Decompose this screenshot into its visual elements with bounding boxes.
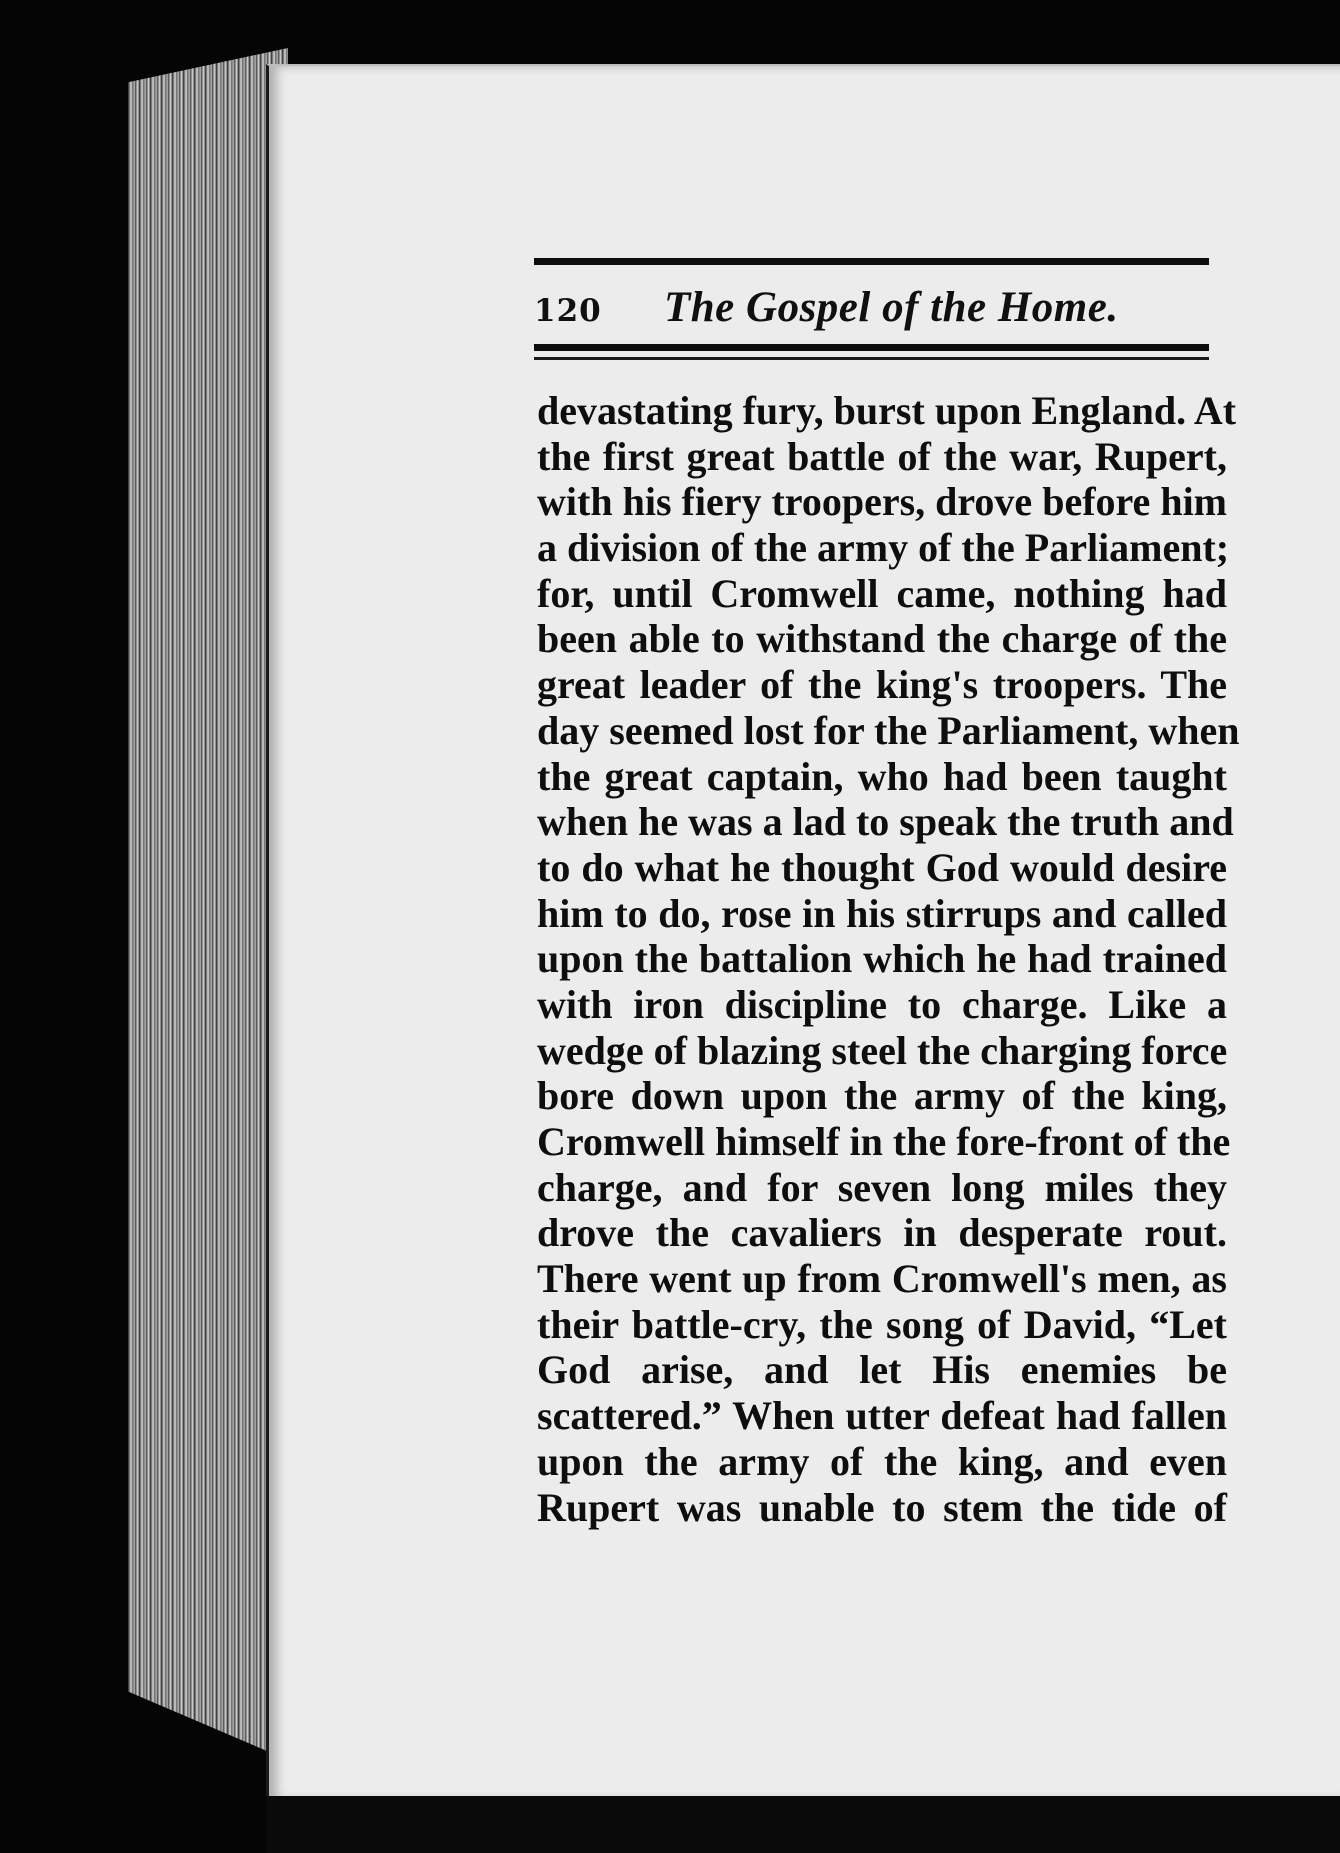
scan-bottom-shadow [266,1796,1340,1853]
text-line: the great captain, who had been taught [537,753,1227,799]
text-line: a division of the army of the Parliament; [537,525,1230,571]
text-line: scattered.” When utter defeat had fallen [537,1393,1227,1439]
text-line: when he was a lad to speak the truth and [537,799,1234,845]
text-line: day seemed lost for the Parliament, when [537,707,1240,753]
header-rule-bottom [534,344,1209,351]
text-line: their battle-cry, the song of David, “Let [537,1301,1227,1347]
text-line: for, until Cromwell came, nothing had [537,570,1227,616]
body-text [537,388,1240,1530]
book-page-edges [128,48,288,1760]
text-line: with iron discipline to charge. Like a [537,981,1227,1027]
text-line: the first great battle of the war, Rupert, [537,433,1227,479]
text-line: bore down upon the army of the king, [537,1073,1227,1119]
text-line: God arise, and let His enemies be [537,1347,1227,1393]
text-line: drove the cavaliers in desperate rout. [537,1210,1227,1256]
header-rule-thin [534,357,1209,360]
header-rule-top [534,258,1209,265]
text-line: with his fiery troopers, drove before him [537,479,1227,525]
text-line: upon the battalion which he had trained [537,936,1227,982]
text-line: Rupert was unable to stem the tide of [537,1484,1227,1530]
text-line: him to do, rose in his stirrups and called [537,890,1227,936]
text-line: great leader of the king's troopers. The [537,662,1227,708]
running-header [534,283,1209,343]
text-line: devastating fury, burst upon England. At [537,388,1237,433]
text-line: upon the army of the king, and even [537,1438,1227,1484]
text-line: Cromwell himself in the fore-front of the [537,1119,1231,1164]
text-line: wedge of blazing steel the charging force [537,1027,1228,1073]
page-number: 120 [534,293,602,329]
text-line: to do what he thought God would desire [537,844,1227,890]
text-line: charge, and for seven long miles they [537,1164,1227,1210]
running-title: The Gospel of the Home. [664,284,1119,331]
text-line: There went up from Cromwell's men, as [537,1256,1227,1302]
text-line: been able to withstand the charge of the [537,616,1227,662]
